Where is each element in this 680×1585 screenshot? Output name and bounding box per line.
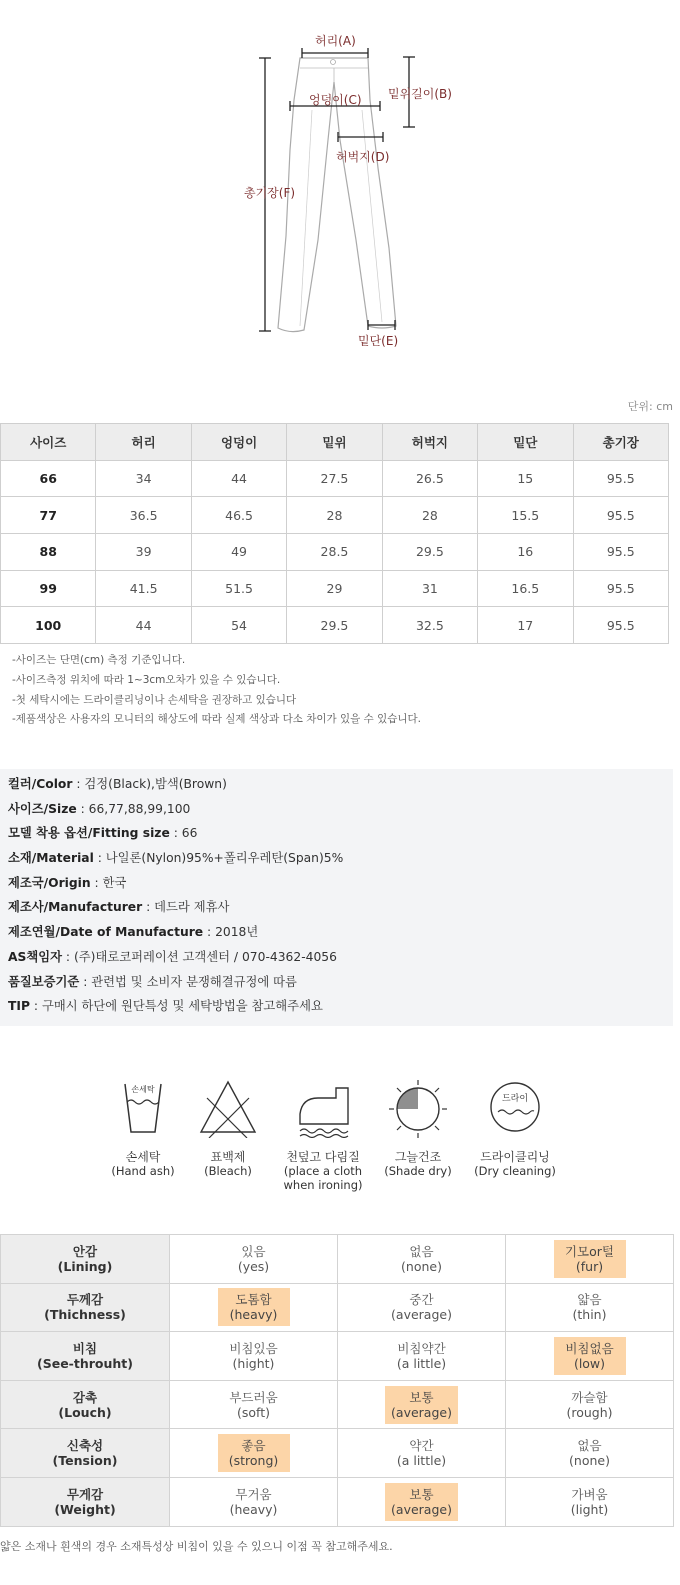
info-value: : 구매시 하단에 원단특성 및 세탁방법을 참고해주세요	[29, 999, 323, 1014]
option-label-en: (strong)	[228, 1453, 279, 1469]
length-header: 총기장	[573, 424, 668, 461]
waist-header: 허리	[96, 424, 191, 461]
info-row	[8, 973, 673, 998]
info-row	[8, 874, 673, 899]
property-row	[1, 1332, 674, 1381]
size-cell: 100	[1, 607, 96, 644]
table-cell: 51.5	[191, 570, 286, 607]
option-label-en: (heavy)	[229, 1307, 278, 1323]
info-row	[8, 800, 673, 825]
care-sub: (place a cloth	[283, 1164, 363, 1178]
option-label-ko: 얇음	[577, 1292, 602, 1308]
care-label: 그늘건조	[394, 1150, 442, 1164]
info-row	[8, 775, 673, 800]
table-cell: 95.5	[573, 534, 668, 571]
option-label-ko: 비침없음	[565, 1340, 614, 1356]
footer-note: 얇은 소재나 흰색의 경우 소재특성상 비침이 있을 수 있으니 이점 꼭 참고해주세요.	[0, 1540, 393, 1553]
property-option-cell	[506, 1477, 674, 1526]
thigh-header: 허벅지	[382, 424, 477, 461]
property-option	[218, 1386, 290, 1424]
info-row	[8, 923, 673, 948]
size-cell: 66	[1, 460, 96, 497]
info-value: : 2018년	[203, 925, 259, 940]
info-value: : 나일론(Nylon)95%+폴리우레탄(Span)5%	[93, 851, 344, 866]
option-label-en: (a little)	[396, 1453, 447, 1469]
table-cell: 95.5	[573, 607, 668, 644]
info-row	[8, 898, 673, 923]
option-label-ko: 보통	[409, 1486, 434, 1502]
care-item-dry-cleaning	[472, 1076, 558, 1178]
option-label-en: (hight)	[232, 1355, 275, 1371]
care-sub: (Bleach)	[204, 1164, 252, 1178]
table-cell: 27.5	[287, 460, 382, 497]
property-option-cell	[170, 1477, 338, 1526]
info-row	[8, 849, 673, 874]
property-option-cell	[338, 1477, 506, 1526]
option-label-ko: 도톰함	[235, 1292, 272, 1308]
care-label: 천덮고 다림질	[286, 1150, 360, 1164]
property-name	[1, 1380, 170, 1429]
property-name-ko: 감촉	[72, 1389, 98, 1405]
info-value: : (주)태로코퍼레이션 고객센터 / 070-4362-4056	[62, 949, 337, 964]
table-cell: 49	[191, 534, 286, 571]
property-name-en: (Tension)	[52, 1453, 118, 1469]
rise-header: 밑위	[287, 424, 382, 461]
property-option-selected	[554, 1337, 626, 1375]
info-row	[8, 824, 673, 849]
property-option-cell	[506, 1429, 674, 1478]
property-row	[1, 1380, 674, 1429]
property-option	[554, 1483, 626, 1521]
size-cell: 99	[1, 570, 96, 607]
table-cell: 26.5	[382, 460, 477, 497]
table-cell: 44	[191, 460, 286, 497]
hem-header: 밑단	[478, 424, 573, 461]
property-option-cell	[506, 1332, 674, 1381]
option-label-en: (a little)	[396, 1355, 447, 1371]
info-value: : 66,77,88,99,100	[76, 801, 191, 816]
table-cell: 15.5	[478, 497, 573, 534]
table-row	[1, 534, 669, 571]
option-label-en: (average)	[391, 1501, 452, 1517]
option-label-ko: 있음	[241, 1243, 266, 1259]
hand-wash-icon	[113, 1076, 173, 1138]
hand-wash-icon-text: 손세탁	[131, 1085, 155, 1094]
table-cell: 32.5	[382, 607, 477, 644]
option-label-en: (average)	[391, 1404, 452, 1420]
table-cell: 29.5	[382, 534, 477, 571]
info-key: 품질보증기준	[8, 974, 80, 989]
property-option-selected	[218, 1288, 290, 1326]
unit-label: 단위: cm	[627, 400, 673, 413]
size-cell: 77	[1, 497, 96, 534]
property-name-en: (Thichness)	[44, 1307, 126, 1323]
fabric-properties-table	[0, 1234, 674, 1527]
table-cell: 28.5	[287, 534, 382, 571]
option-label-ko: 부드러움	[229, 1389, 278, 1405]
property-name-en: (Louch)	[58, 1404, 112, 1420]
care-label: 손세탁	[125, 1150, 161, 1164]
info-value: : 66	[169, 826, 198, 841]
property-name-en: (Lining)	[57, 1258, 113, 1274]
table-row	[1, 570, 669, 607]
care-item-iron	[280, 1076, 366, 1192]
property-row	[1, 1235, 674, 1284]
property-option-selected	[385, 1483, 458, 1521]
table-row	[1, 607, 669, 644]
property-row	[1, 1429, 674, 1478]
info-key: 컬러/Color	[8, 777, 73, 791]
info-key: 모델 착용 옵션/Fitting size	[8, 826, 170, 841]
info-value: : 데드라 제휴사	[142, 900, 230, 915]
shade-dry-icon	[387, 1076, 449, 1138]
property-option-cell	[506, 1283, 674, 1332]
property-option-cell	[170, 1283, 338, 1332]
table-cell: 28	[287, 497, 382, 534]
note-line: -사이즈는 단면(cm) 측정 기준입니다.	[12, 654, 186, 666]
table-cell: 44	[96, 607, 191, 644]
option-label-en: (light)	[570, 1501, 609, 1517]
property-option-selected	[385, 1386, 458, 1424]
table-cell: 39	[96, 534, 191, 571]
size-table	[0, 423, 669, 644]
table-cell: 16.5	[478, 570, 573, 607]
table-cell: 41.5	[96, 570, 191, 607]
property-option-cell	[170, 1235, 338, 1284]
info-key: 제조사/Manufacturer	[8, 900, 143, 915]
info-key: AS책임자	[8, 949, 63, 964]
property-name-en: (See-throuht)	[37, 1355, 133, 1371]
info-key: 제조국/Origin	[8, 875, 91, 890]
hem-label: 밑단(E)	[358, 334, 399, 348]
care-sub: (Shade dry)	[384, 1164, 452, 1178]
table-cell: 46.5	[191, 497, 286, 534]
care-instructions	[0, 1076, 680, 1201]
property-option-selected	[554, 1240, 626, 1278]
property-option	[218, 1337, 290, 1375]
table-cell: 95.5	[573, 570, 668, 607]
option-label-ko: 무거움	[235, 1486, 272, 1502]
option-label-ko: 기모or털	[564, 1243, 614, 1259]
property-name-en: (Weight)	[54, 1501, 116, 1517]
property-option	[385, 1288, 458, 1326]
option-label-ko: 까슬함	[571, 1389, 608, 1405]
waist-label: 허리(A)	[315, 34, 356, 48]
info-value: : 한국	[90, 875, 127, 890]
option-label-ko: 중간	[409, 1292, 434, 1308]
size-cell: 88	[1, 534, 96, 571]
table-cell: 95.5	[573, 460, 668, 497]
dry-cleaning-icon	[484, 1076, 546, 1138]
info-value: : 검정(Black),밤색(Brown)	[72, 777, 227, 791]
note-line: -첫 세탁시에는 드라이클리닝이나 손세탁을 권장하고 있습니다	[12, 693, 297, 706]
table-cell: 34	[96, 460, 191, 497]
property-name-ko: 두께감	[66, 1292, 104, 1308]
care-item-shade-dry	[382, 1076, 454, 1178]
property-option-cell	[338, 1283, 506, 1332]
no-bleach-icon	[197, 1076, 259, 1138]
property-option-cell	[170, 1332, 338, 1381]
property-name	[1, 1429, 170, 1478]
property-option-cell	[338, 1380, 506, 1429]
option-label-en: (rough)	[566, 1404, 613, 1420]
option-label-en: (low)	[573, 1355, 606, 1371]
table-cell: 36.5	[96, 497, 191, 534]
table-cell: 54	[191, 607, 286, 644]
property-option	[554, 1288, 626, 1326]
care-item-bleach	[193, 1076, 263, 1178]
table-row	[1, 460, 669, 497]
pants-illustration	[0, 0, 680, 395]
option-label-ko: 없음	[577, 1438, 602, 1454]
size-header: 사이즈	[1, 424, 96, 461]
table-cell: 16	[478, 534, 573, 571]
option-label-ko: 비침있음	[229, 1340, 278, 1356]
option-label-en: (fur)	[575, 1258, 604, 1274]
option-label-ko: 약간	[409, 1438, 434, 1454]
property-name-ko: 무게감	[66, 1486, 104, 1502]
table-cell: 29	[287, 570, 382, 607]
property-name-ko: 신축성	[66, 1438, 104, 1454]
info-key: TIP	[8, 999, 30, 1014]
info-key: 소재/Material	[8, 851, 94, 866]
property-option-cell	[338, 1332, 506, 1381]
property-option-cell	[506, 1235, 674, 1284]
option-label-ko: 없음	[409, 1243, 434, 1259]
property-row	[1, 1477, 674, 1526]
property-option-cell	[170, 1380, 338, 1429]
table-cell: 31	[382, 570, 477, 607]
option-label-ko: 좋음	[241, 1438, 266, 1454]
dry-icon-text: 드라이	[501, 1094, 529, 1104]
rise-label: 밑위길이(B)	[388, 87, 452, 101]
option-label-ko: 가벼움	[571, 1486, 608, 1502]
property-name	[1, 1477, 170, 1526]
property-option-selected	[218, 1434, 290, 1472]
option-label-en: (none)	[401, 1258, 442, 1274]
care-sub: when ironing)	[283, 1178, 363, 1192]
property-row	[1, 1283, 674, 1332]
property-option	[554, 1386, 626, 1424]
property-option-cell	[170, 1429, 338, 1478]
thigh-label: 허벅지(D)	[336, 150, 390, 164]
property-name	[1, 1235, 170, 1284]
property-option	[386, 1434, 458, 1472]
option-label-en: (none)	[569, 1453, 610, 1469]
note-line: -사이즈측정 위치에 따라 1~3cm오차가 있을 수 있습니다.	[12, 673, 281, 686]
property-name-ko: 안감	[72, 1243, 98, 1259]
table-cell: 29.5	[287, 607, 382, 644]
note-line: -제품색상은 사용자의 모니터의 해상도에 따라 실제 색상과 다소 차이가 있을 수 있습니다.	[12, 713, 421, 726]
size-notes	[12, 652, 421, 731]
care-sub: (Dry cleaning)	[474, 1164, 556, 1178]
care-sub: (Hand ash)	[111, 1164, 175, 1178]
size-table-header-row	[1, 424, 669, 461]
table-row	[1, 497, 669, 534]
table-cell: 95.5	[573, 497, 668, 534]
table-cell: 28	[382, 497, 477, 534]
option-label-en: (thin)	[572, 1307, 607, 1323]
care-label: 표백제	[210, 1150, 246, 1164]
info-key: 사이즈/Size	[8, 801, 77, 816]
option-label-ko: 비침약간	[397, 1340, 446, 1356]
property-name	[1, 1283, 170, 1332]
table-cell: 17	[478, 607, 573, 644]
property-name	[1, 1332, 170, 1381]
option-label-en: (heavy)	[229, 1501, 278, 1517]
property-option	[554, 1434, 626, 1472]
table-cell: 15	[478, 460, 573, 497]
length-label: 총기장(F)	[244, 186, 296, 200]
option-label-en: (soft)	[237, 1404, 270, 1420]
care-item-hand-wash	[105, 1076, 181, 1178]
measurement-diagram	[0, 0, 680, 395]
property-option	[386, 1240, 458, 1278]
property-option-cell	[506, 1380, 674, 1429]
property-option-cell	[338, 1235, 506, 1284]
care-label: 드라이클리닝	[480, 1150, 550, 1164]
hip-header: 엉덩이	[191, 424, 286, 461]
option-label-ko: 보통	[409, 1389, 434, 1405]
product-info	[0, 769, 673, 1026]
info-value: : 관련법 및 소비자 분쟁해결규정에 따름	[79, 974, 297, 989]
property-name-ko: 비침	[72, 1340, 98, 1356]
info-row	[8, 997, 673, 1022]
option-label-en: (average)	[391, 1307, 452, 1323]
iron-icon	[292, 1076, 354, 1138]
property-option	[218, 1240, 290, 1278]
property-option	[218, 1483, 290, 1521]
info-row	[8, 948, 673, 973]
option-label-en: (yes)	[237, 1258, 270, 1274]
info-key: 제조연월/Date of Manufacture	[8, 925, 204, 940]
property-option	[386, 1337, 458, 1375]
hip-label: 엉덩이(C)	[309, 93, 362, 107]
property-option-cell	[338, 1429, 506, 1478]
